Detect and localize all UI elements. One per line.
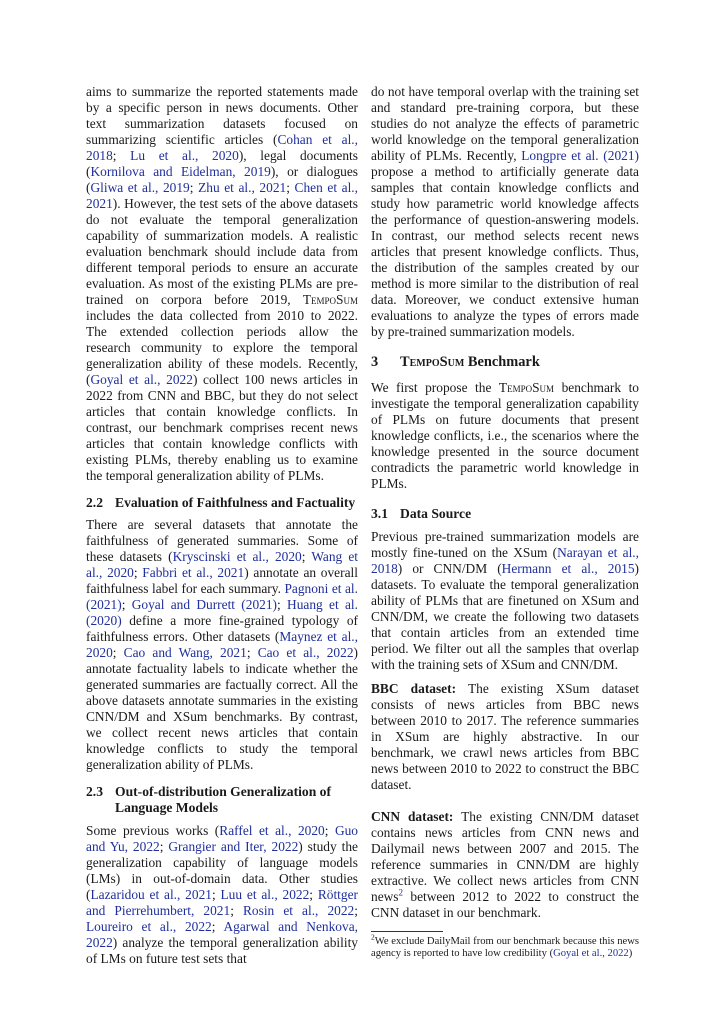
- section-number: 3.1: [371, 506, 388, 521]
- body-text: There are several datasets that annotate the faithfulness of generated summaries. Some of these datasets (: [86, 517, 358, 564]
- body-text: The existing CNN/DM dataset contains news articles from CNN news and Dailymail news between 2007 and 2015. The reference summaries in CNN/DM are highly extractive. We collect news articles from CNN news: [371, 809, 639, 904]
- left-column: [86, 84, 358, 967]
- body-text: ;: [112, 148, 131, 163]
- citation-link[interactable]: Gliwa et al., 2019: [90, 180, 190, 195]
- citation-link[interactable]: Goyal et al., 2022: [90, 372, 193, 387]
- body-text: ;: [211, 887, 221, 902]
- body-text: ) datasets. To evaluate the temporal generalization ability of PLMs that are finetuned on XSum and CNN/DM, we create the following two datasets that contain articles from an extended time period. We filter out all the samples that overlap with the training sets of XSum and CNN/DM.: [371, 561, 640, 672]
- citation-link[interactable]: Lu et al., 2020: [130, 148, 239, 163]
- body-text: between 2012 to 2022 to construct the CNN dataset in our benchmark.: [371, 889, 639, 920]
- body-text: ;: [286, 180, 295, 195]
- citation-link[interactable]: Hermann et al., 2015: [501, 561, 635, 576]
- body-text: ) annotate factuality labels to indicate whether the generated summaries are factually correct. All the above datasets annotate summaries in the existing CNN/DM and XSum benchmarks. By contrast, we collect recent news articles that contain knowledge conflicts to study the temporal generalization ability of PLMs.: [86, 645, 358, 772]
- citation-link[interactable]: Loureiro et al., 2022: [86, 919, 212, 934]
- body-text: Previous pre-trained summarization models are mostly fine-tuned on the XSum (: [371, 529, 639, 560]
- paragraph-data-source: [371, 529, 639, 673]
- citation-link[interactable]: Guo and Yu, 2022: [86, 823, 358, 854]
- citation-link[interactable]: Wang et al., 2020: [86, 549, 358, 580]
- body-text: ) analyze the temporal generalization ability of LMs on future test sets that: [86, 935, 358, 966]
- body-text: ;: [189, 180, 199, 195]
- body-text: benchmark to investigate the temporal generalization capability of PLMs on future documents that present knowledge conflicts, i.e., the scenarios where the knowledge presented in the source document contradicts the parametric world knowledge in PLMs.: [371, 380, 639, 491]
- paragraph-ood-generalization: [86, 823, 358, 967]
- body-text: ;: [230, 903, 243, 918]
- section-heading-3: [371, 354, 639, 370]
- body-text: define a more fine-grained typology of faithfulness errors. Other datasets (: [86, 613, 358, 644]
- paragraph-bbc-dataset: [371, 681, 639, 793]
- footnote-marker[interactable]: 2: [371, 932, 375, 942]
- paragraph-related-continued: [371, 84, 639, 340]
- citation-link[interactable]: Goyal et al., 2022: [553, 948, 629, 959]
- citation-link[interactable]: Narayan et al., 2018: [371, 545, 639, 576]
- citation-link[interactable]: Rosin et al., 2022: [243, 903, 355, 918]
- body-text: do not have temporal overlap with the training set and standard pre-training corpora, but these studies do not analyze the effects of parametric world knowledge on the temporal generalization ability of PLMs. Recently,: [371, 84, 639, 163]
- benchmark-name: TempoSum: [302, 292, 358, 307]
- section-title: [400, 354, 540, 370]
- paragraph-faithfulness: [86, 517, 358, 773]
- section-title-rest: Benchmark: [464, 354, 540, 370]
- citation-link[interactable]: Cao and Wang, 2021: [123, 645, 247, 660]
- body-text: aims to summarize the reported statements made by a specific person in news documents. Other text summarization datasets focused on summarizing scientific articles (: [86, 84, 358, 147]
- citation-link[interactable]: Maynez et al., 2020: [86, 629, 358, 660]
- citation-link[interactable]: Kornilova and Eidelman, 2019: [90, 164, 271, 179]
- right-column: [371, 84, 639, 960]
- body-text: ), legal documents (: [86, 148, 358, 179]
- section-heading-3-1: [371, 506, 639, 522]
- footnote-divider: [371, 931, 443, 932]
- body-text: ;: [121, 597, 132, 612]
- body-text: ) collect 100 news articles in 2022 from CNN and BBC, but they do not select articles that contain knowledge conflicts. In contrast, our benchmark comprises recent news articles that contain knowledge conflicts with existing PLMs, thereby enabling us to examine the temporal generalization ability of PLMs.: [86, 372, 358, 483]
- citation-link[interactable]: Röttger and Pierrehumbert, 2021: [86, 887, 358, 918]
- citation-link[interactable]: Grangier and Iter, 2022: [168, 839, 299, 854]
- paragraph-benchmark-intro: [371, 380, 639, 492]
- body-text: ;: [309, 887, 318, 902]
- body-text: ) annotate an overall faithfulness label for each summary.: [86, 565, 358, 596]
- body-text: ;: [159, 839, 169, 854]
- body-text: ;: [133, 565, 143, 580]
- body-text: ) study the generalization capability of language models (LMs) in out-of-domain data. Other studies (: [86, 839, 358, 902]
- body-text: ;: [246, 645, 258, 660]
- paragraph-lead: BBC dataset:: [371, 681, 457, 696]
- citation-link[interactable]: Chen et al., 2021: [86, 180, 358, 211]
- body-text: ;: [301, 549, 312, 564]
- body-text: ): [628, 948, 633, 959]
- citation-link[interactable]: Pagnoni et al. (2021): [86, 581, 358, 612]
- section-number: 2.2: [86, 495, 103, 510]
- section-number: 3: [371, 354, 379, 370]
- body-text: Some previous works (: [86, 823, 220, 838]
- footnote-marker[interactable]: 2: [398, 887, 404, 898]
- citation-link[interactable]: Luu et al., 2022: [220, 887, 310, 902]
- citation-link[interactable]: Fabbri et al., 2021: [142, 565, 245, 580]
- section-number: 2.3: [86, 784, 103, 799]
- body-text: ;: [354, 903, 358, 918]
- paragraph-related-summarization-datasets: [86, 84, 358, 484]
- citation-link[interactable]: Raffel et al., 2020: [219, 823, 325, 838]
- section-title: Out-of-distribution Generalization of Language Models: [115, 784, 331, 815]
- benchmark-name: TempoSum: [400, 354, 465, 370]
- section-title: Data Source: [400, 506, 472, 521]
- body-text: ;: [211, 919, 224, 934]
- body-text: We exclude DailyMail from our benchmark because this news agency is reported to have low credibility (: [371, 936, 639, 959]
- citation-link[interactable]: Lazaridou et al., 2021: [90, 887, 212, 902]
- citation-link[interactable]: Huang et al. (2020): [86, 597, 358, 628]
- citation-link[interactable]: Cao et al., 2022: [257, 645, 354, 660]
- body-text: ;: [112, 645, 124, 660]
- paragraph-cnn-dataset: [371, 809, 639, 921]
- body-text: ;: [324, 823, 335, 838]
- body-text: The existing XSum dataset consists of news articles from BBC news between 2010 to 2017. The reference summaries in XSum are highly abstractive. In our benchmark, we crawl news articles from BBC news between 2010 to 2022 to construct the BBC dataset.: [371, 681, 639, 792]
- body-text: ) or CNN/DM (: [397, 561, 502, 576]
- section-heading-2-2: [86, 495, 358, 511]
- citation-link[interactable]: Kryscinski et al., 2020: [172, 549, 302, 564]
- citation-link[interactable]: Longpre et al. (2021): [521, 148, 639, 163]
- body-text: ). However, the test sets of the above datasets do not evaluate the temporal generalization capability of summarization models. A realistic evaluation benchmark should include data from different temporal periods to ensure an accurate evaluation. As most of the existing PLMs are pre-trained on corpora before 2019,: [86, 196, 358, 307]
- footnote-2: [371, 932, 639, 960]
- body-text: includes the data collected from 2010 to 2022. The extended collection periods allow the research community to explore the temporal generalization ability of these models. Recently, (: [86, 308, 358, 387]
- section-title: Evaluation of Faithfulness and Factuality: [115, 495, 356, 510]
- body-text: propose a method to artificially generate data samples that contain knowledge conflicts and study how parametric world knowledge affects the performance of question-answering models. In contrast, our method selects recent news articles that present knowledge conflicts. Thus, the distribution of the samples created by our method is more similar to the distribution of real data. Moreover, we conduct extensive human evaluations to analyze the types of errors made by pre-trained summarization models.: [371, 164, 639, 339]
- benchmark-name: TempoSum: [498, 380, 555, 395]
- body-text: ;: [277, 597, 288, 612]
- citation-link[interactable]: Agarwal and Nenkova, 2022: [86, 919, 358, 950]
- section-heading-2-3: [86, 784, 358, 816]
- paragraph-lead: CNN dataset:: [371, 809, 454, 824]
- citation-link[interactable]: Goyal and Durrett (2021): [131, 597, 278, 612]
- body-text: ), or dialogues (: [86, 164, 358, 195]
- citation-link[interactable]: Zhu et al., 2021: [198, 180, 287, 195]
- citation-link[interactable]: Cohan et al., 2018: [86, 132, 358, 163]
- body-text: We first propose the: [371, 380, 499, 395]
